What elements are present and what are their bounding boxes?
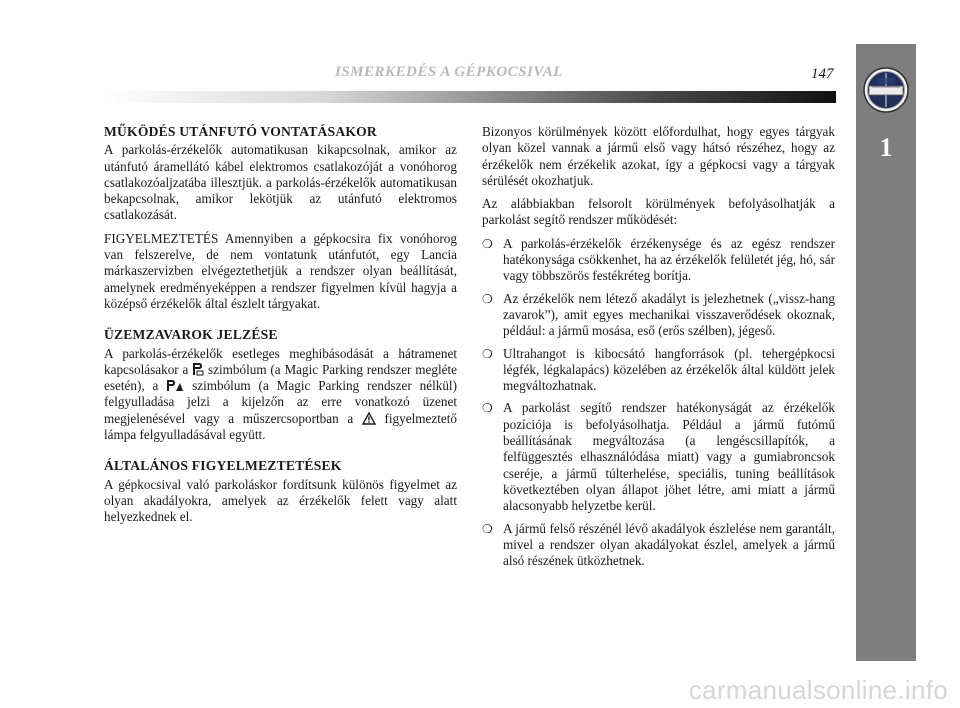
right-paragraph-2: Az alábbiakban felsorolt körülmények befolyásolhatják a parkolást segítő rendszer működését: [482, 196, 835, 228]
bullet-item [482, 346, 835, 395]
lancia-logo-icon [862, 66, 910, 114]
right-column [482, 124, 835, 575]
warning-triangle-icon [362, 412, 376, 425]
right-paragraph-1: Bizonyos körülmények között előfordulhat, hogy egyes tárgyak olyan közel vannak a jármű első vagy hátsó részéhez, hogy az érzékelők nem érzékelik azokat, így a gépkocsi vagy a tárgyak sérülését okozhatjuk. [482, 124, 835, 188]
bullet-text: Ultrahangot is kibocsátó hangforrások (pl. tehergépkocsi légfék, légkalapács) közelében az érzékelők által küldött jelek megváltozhatnak. [503, 345, 835, 394]
fault-text-part-4: figyelmeztető lámpa felgyulladásával együtt. [104, 410, 457, 443]
section-heading-trailer-towing: MŰKÖDÉS UTÁNFUTÓ VONTATÁSAKOR [104, 124, 377, 139]
page-number: 147 [811, 66, 834, 82]
chapter-number: 1 [879, 133, 893, 162]
fault-text-part-3: szimbólum (a Magic Parking rendszer nélkül) felgyulladása jelzi a kijelzőn az erre vonatkozó üzenet megjelenésével vagy a műszercsoportban a [104, 378, 457, 426]
general-warnings-paragraph: A gépkocsival való parkoláskor fordítsunk különös figyelmet az olyan akadályokra, amelyek az érzékelők felett vagy alatt helyezkednek el. [104, 476, 457, 525]
bullet-marker-icon: ❍ [482, 401, 493, 416]
fault-text-part-2: szimbólum (a Magic Parking rendszer megléte esetén), a [104, 361, 457, 394]
magic-parking-fault-icon [192, 362, 204, 376]
fault-signal-paragraph [104, 346, 457, 444]
page-header-title: ISMERKEDÉS A GÉPKOCSIVAL [335, 64, 563, 80]
bullet-item [482, 400, 835, 514]
bullet-marker-icon: ❍ [482, 521, 493, 536]
bullet-marker-icon: ❍ [482, 346, 493, 361]
trailer-paragraph-1: A parkolás-érzékelők automatikusan kikapcsolnak, amikor az utánfutó áramellátó kábel elektromos csatlakozóját a vonóhorog csatlakozóaljzatába illesztjük. a parkolás-érzékelők automatikusan bekapcsolnak, amikor lekötjük az utánfutó elektromos csatlakozását. [104, 142, 457, 223]
site-watermark: carmanualsonline.info [688, 675, 948, 705]
bullet-text: Az érzékelők nem létező akadályt is jelezhetnek („vissz-hang zavarok”), amit egyes mechanikai visszaverődések okoznak, például: a jármű mosása, eső (erős szélben), jégeső. [503, 290, 835, 339]
bullet-item [482, 521, 835, 570]
section-heading-fault-signal: ÜZEMZAVAROK JELZÉSE [104, 327, 278, 343]
fault-text-part-1: A parkolás-érzékelők esetleges meghibásodását a hátramenet kapcsolásakor a [104, 345, 457, 377]
bullet-text: A jármű felső részénél lévő akadályok észlelése nem garantált, mivel a rendszer olyan akadályokat észlel, amelyek a jármű alsó részének ütközhetnek. [503, 520, 835, 569]
bullet-marker-icon: ❍ [482, 236, 493, 251]
bullet-text: A parkolást segítő rendszer hatékonyságát az érzékelők pozíciója is befolyásolhatja. Például a jármű futómű beállításának megváltozása (a lengéscsillapítók, a felfüggesztés elhasználódása miatt) vagy a gumiabroncsok cseréje, a jármű túlterhelése, speciális, tuning beállítások következtében olyan állapot jöhet létre, ami miatt a jármű alacsonyabb helyzetbe kerül. [503, 400, 835, 514]
section-heading-general-warnings: ÁLTALÁNOS FIGYELMEZTETÉSEK [104, 458, 342, 474]
header-gradient-rule [104, 91, 836, 103]
left-column [104, 124, 457, 533]
bullet-item [482, 236, 835, 285]
bullet-item [482, 291, 835, 340]
bullet-marker-icon: ❍ [482, 291, 493, 306]
trailer-paragraph-warning: FIGYELMEZTETÉS Amennyiben a gépkocsira fix vonóhorog van felszerelve, de nem vontatunk utánfutót, egy Lancia márkaszervizben elvégeztethetjük a rendszer olyan beállítását, amelynek eredményeképpen a rendszer figyelmen kívül hagyja a középső érzékelők által észlelt tárgyakat. [104, 230, 457, 311]
bullet-text: A parkolás-érzékelők érzékenysége és az egész rendszer hatékonysága csökkenhet, ha az érzékelők felületét jég, hó, sár vagy többszörös festékréteg borítja. [503, 235, 835, 284]
park-sensor-fault-icon [166, 379, 184, 392]
